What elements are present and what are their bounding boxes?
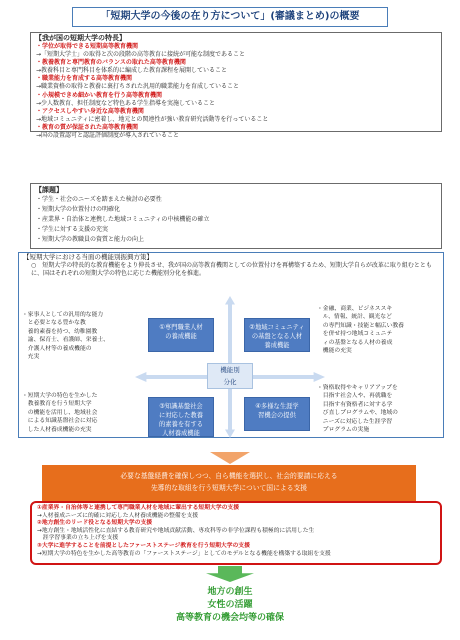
list-item: ・アクセスしやすい身近な高等教育機関 [36,107,144,115]
function-quadrant-1 [148,318,214,352]
list-item: →人材養成ニーズに的確に対応した人材養成機能の整備を支援 [37,512,199,519]
left-bottom-description [22,392,142,434]
list-item: ③大学に進学することを前提としたファーストステージ教育を行う短期大学の支援 [37,542,250,549]
text-line: と必要となる豊かな教 [22,320,86,327]
list-item: ②地方創生のリード役となる短期大学の支援 [37,520,153,527]
differentiation-label [207,363,253,389]
text-line: の機能を活用し、地域社会 [22,409,98,416]
text-line: を併せ持つ地域コミュニテ [317,331,393,338]
left-top-description [22,311,142,361]
list-item: ・学生・社会のニーズを踏まえた検討の必要性 [36,196,162,203]
text-line: 養成機能 [264,342,290,349]
text-line: ②地域コミュニティ [249,324,305,331]
list-item: →地域コミュニティに密着し、地元との関連性が強い教育研究活動等を行っていること [36,115,269,123]
list-item: ・教育の質が保証された高等教育機関 [36,123,139,131]
list-item: ・学生に対する支援の充実 [36,226,109,233]
list-item: →職業資格の取得と教養に裏打ちされた汎用的職業能力を育成していること [36,83,240,91]
list-item: ・短期大学の教職員の資質と能力の向上 [36,236,145,243]
page-title: 「短期大学の今後の在り方について」(審議まとめ)の概要 [72,7,388,27]
text-line: ④多様な生涯学 [255,403,299,410]
text-line: 的素養を有する [158,421,204,428]
goal-2: 女性の活躍 [207,600,253,610]
text-line: ・短期大学の特色を生かした [22,393,98,399]
functions-intro: ○ 短期大学の特長的な教育機能をより伸長させ、我が国の高等教育機関としての位置付けを再構築するため、短期大学自らが改革に取り組むとともに、国はそれぞれの短期大学の特色に応じた機能別分化を推進。 [31,262,432,277]
text-line: 目指す社会人や、再就職を [317,393,393,400]
text-line: ・家事人としての汎用的な能力 [22,312,104,318]
list-item: →短期大学の特色を生かした高等教育の「ファーストステージ」としてのモデルとなる機能を構築する取組を支援 [37,550,331,557]
text-line: 養的素養を持つ、幼稚園教 [22,328,98,335]
function-quadrant-3 [148,397,214,437]
features-list [31,43,441,140]
list-item: →地方創生・地域活性化に直結する教育研究や地域貢献活動、専攻科等の非学位課程も積極的に活用した生 [37,527,315,534]
function-quadrant-4 [244,397,310,431]
text-line: 人材養成機能 [162,430,200,437]
list-item: 涯学習事業の立ち上げを支援 [37,535,119,542]
list-item: ・産業界・自治体と連携した地域コミュニティの中核機能の確立 [36,216,210,223]
text-line: び直しプログラムや、地域の [317,410,398,417]
text-line: に対応した教養 [158,412,204,419]
list-item: ・短期大学の位置付けの明確化 [36,206,121,213]
list-item: ・学位が取得できる短期高等教育機関 [36,43,139,50]
function-quadrant-2 [244,318,310,352]
right-bottom-description [317,384,441,434]
text-line: 教養教育を行う短期大学 [22,401,92,408]
list-item: ・職業能力を育成する高等教育機関 [36,75,133,83]
text-line: の基盤となる人材 [251,333,303,340]
list-item: ・教養教育と専門教育のバランスの取れた高等教育機関 [36,59,186,67]
text-line: ①専門職業人材 [159,324,203,331]
banner-line-1: 必要な基盤経費を確保しつつ、自ら機能を選択し、社会的要請に応える [120,472,338,480]
text-line: による知識基盤社会に対応 [22,418,98,425]
list-item: →国の設置認可と認証評価制度が導入されていること [36,132,180,140]
issues-box [30,183,442,249]
text-line: ィの基盤となる人材の養成 [317,339,393,346]
text-line: ・金融、商業、ビジネススキ [317,306,393,312]
text-line: 介護人材等の養成機能の [22,345,92,352]
list-item: →教養科目と専門科目を体系的に編成した教育課程を展開していること [36,67,228,75]
text-line: ニーズに対応した生涯学習 [317,418,393,425]
text-line: ③知識基盤社会 [159,403,203,410]
text-line: 習機会の提供 [258,412,296,419]
text-line: プログラムの実施 [317,427,370,434]
text-line: 分化 [223,378,237,386]
issues-list [31,195,441,245]
issues-heading: 【課題】 [35,186,63,194]
text-line: 機能別 [220,366,240,374]
features-box [30,32,442,140]
list-item: ・小規模できめ細かい教育を行う高等教育機関 [36,91,163,99]
features-heading: 【我が国の短期大学の特長】 [35,34,126,42]
text-line: ル、情報、統計、観光など [317,314,392,321]
text-line: 充実 [22,354,40,361]
goal-3: 高等教育の機会均等の確保 [175,613,284,623]
list-item: ①産業界・自治体等と連携して専門職業人材を地域に輩出する短期大学の支援 [37,505,240,511]
text-line: ・資格取得やキャリアアップを [317,385,398,391]
down-arrow-icon [210,452,250,464]
text-line: の養成機能 [165,333,197,340]
down-arrow-icon [206,566,254,582]
functions-heading: 【短期大学における当面の機能別振興方策】 [23,253,153,261]
list-item: →「短期大学士」の取得と次の段階の高等教育に接続が可能な制度であること [36,51,246,59]
banner-line-2: 先導的な取組を行う短期大学について国による支援 [150,484,308,492]
right-top-description [317,305,441,355]
text-line: 目指す有資格者に対する学 [317,401,393,408]
text-line: の専門知識・技能と幅広い教養 [317,322,404,329]
text-line: 諭、保育士、看護師、栄養士、 [22,337,109,344]
support-list [32,505,440,558]
goal-1: 地方の創生 [207,587,253,597]
list-item: →少人数教育、担任制度など特色ある学生指導を実施していること [36,99,216,107]
text-line: した人材養成機能の充実 [22,426,92,433]
text-line: 機能の充実 [317,348,352,355]
support-box [30,501,442,565]
support-banner [42,465,416,501]
